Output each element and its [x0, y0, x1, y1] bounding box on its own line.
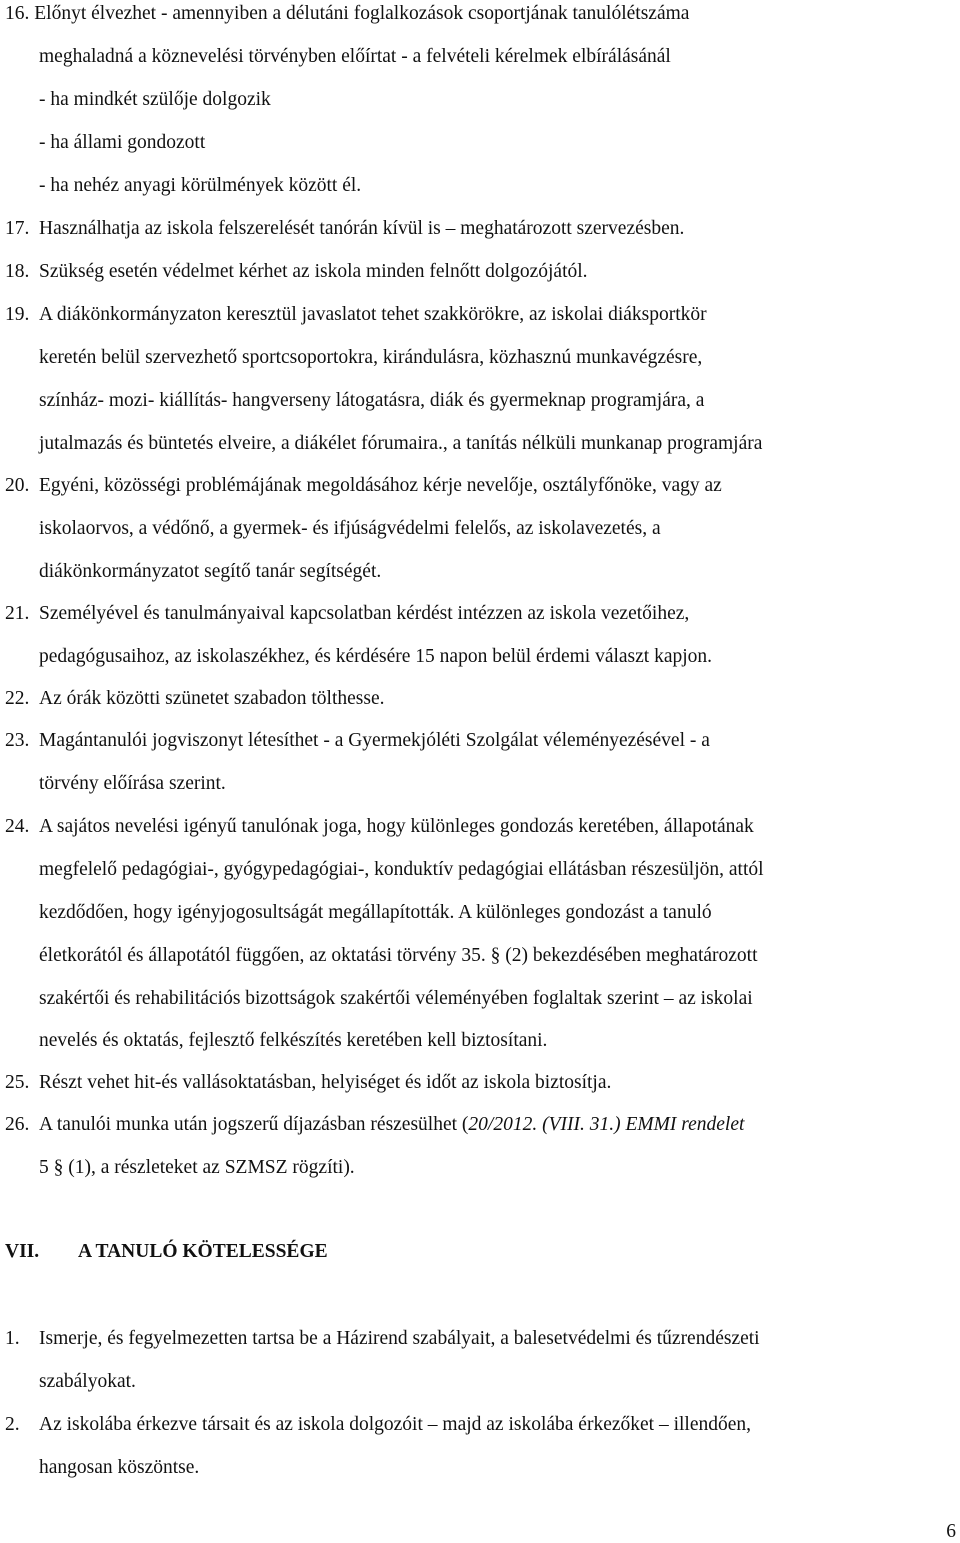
- item-16-line-2: meghaladná a köznevelési törvényben előírtat - a felvételi kérelmek elbírálásánál: [39, 46, 671, 67]
- duty-2-number: 2.: [5, 1414, 20, 1435]
- item-19-line-4: jutalmazás és büntetés elveire, a diákélet fórumaira., a tanítás nélküli munkanap programjára: [39, 433, 763, 454]
- item-18-text: Szükség esetén védelmet kérhet az iskola minden felnőtt dolgozójától.: [39, 261, 588, 282]
- item-20-line-1: Egyéni, közösségi problémájának megoldásához kérje nevelője, osztályfőnöke, vagy az: [39, 475, 722, 496]
- duty-1-number: 1.: [5, 1328, 20, 1349]
- item-16-line-5: - ha nehéz anyagi körülmények között él.: [39, 175, 362, 196]
- item-24-line-5: szakértői és rehabilitációs bizottságok szakértői véleményében foglaltak szerint – az iskolai: [39, 988, 753, 1009]
- item-24-line-6: nevelés és oktatás, fejlesztő felkészítés keretében kell biztosítani.: [39, 1030, 548, 1051]
- item-24-number: 24.: [5, 816, 30, 837]
- item-18-number: 18.: [5, 261, 30, 282]
- item-16-line-3: - ha mindkét szülője dolgozik: [39, 89, 271, 110]
- item-16-line-4: - ha állami gondozott: [39, 132, 206, 153]
- item-26-line-1-text: A tanulói munka után jogszerű díjazásban részesülhet (: [39, 1114, 469, 1135]
- item-17-number: 17.: [5, 218, 30, 239]
- item-19-number: 19.: [5, 304, 30, 325]
- item-24-line-4: életkorától és állapotától függően, az oktatási törvény 35. § (2) bekezdésében meghatározott: [39, 945, 758, 966]
- item-19-line-2: keretén belül szervezhető sportcsoportokra, kirándulásra, közhasznú munkavégzésre,: [39, 347, 703, 368]
- item-19-line-3: színház- mozi- kiállítás- hangverseny látogatásra, diák és gyermeknap programjára, a: [39, 390, 705, 411]
- item-20-line-3: diákönkormányzatot segítő tanár segítségét.: [39, 561, 382, 582]
- item-23-number: 23.: [5, 730, 30, 751]
- item-22-number: 22.: [5, 688, 30, 709]
- item-21-number: 21.: [5, 603, 30, 624]
- section-number: VII.: [5, 1241, 40, 1262]
- item-26-decree-reference: 20/2012. (VIII. 31.) EMMI rendelet: [468, 1114, 745, 1135]
- item-21-line-1: Személyével és tanulmányaival kapcsolatban kérdést intézzen az iskola vezetőihez,: [39, 603, 690, 624]
- item-22-text: Az órák közötti szünetet szabadon tölthesse.: [39, 688, 385, 709]
- duty-1-line-1: Ismerje, és fegyelmezetten tartsa be a Házirend szabályait, a balesetvédelmi és tűzrendészeti: [39, 1328, 760, 1349]
- item-23-line-1: Magántanulói jogviszonyt létesíthet - a Gyermekjóléti Szolgálat véleményezésével - a: [39, 730, 710, 751]
- item-26-line-1: [39, 1113, 744, 1137]
- item-23-line-2: törvény előírása szerint.: [39, 773, 226, 794]
- item-24-line-2: megfelelő pedagógiai-, gyógypedagógiai-, konduktív pedagógiai ellátásban részesüljön, attól: [39, 859, 764, 880]
- item-26-line-2: 5 § (1), a részleteket az SZMSZ rögzíti).: [39, 1157, 355, 1178]
- item-24-line-1: A sajátos nevelési igényű tanulónak joga, hogy különleges gondozás keretében, állapotának: [39, 816, 754, 837]
- item-25-text: Részt vehet hit-és vallásoktatásban, helyiséget és időt az iskola biztosítja.: [39, 1072, 612, 1093]
- item-25-number: 25.: [5, 1072, 30, 1093]
- duty-2-line-2: hangosan köszöntse.: [39, 1457, 200, 1478]
- item-16-line-1: 16. Előnyt élvezhet - amennyiben a délutáni foglalkozások csoportjának tanulólétszáma: [5, 3, 690, 24]
- item-21-line-2: pedagógusaihoz, az iskolaszékhez, és kérdésére 15 napon belül érdemi választ kapjon.: [39, 646, 713, 667]
- item-20-line-2: iskolaorvos, a védőnő, a gyermek- és ifjúságvédelmi felelős, az iskolavezetés, a: [39, 518, 661, 539]
- item-19-line-1: A diákönkormányzaton keresztül javaslatot tehet szakkörökre, az iskolai diáksportkör: [39, 304, 707, 325]
- item-20-number: 20.: [5, 475, 30, 496]
- section-title: A TANULÓ KÖTELESSÉGE: [78, 1241, 328, 1262]
- duty-1-line-2: szabályokat.: [39, 1371, 136, 1392]
- item-17-text: Használhatja az iskola felszerelését tanórán kívül is – meghatározott szervezésben.: [39, 218, 685, 239]
- page-number: 6: [946, 1521, 956, 1542]
- item-26-number: 26.: [5, 1114, 30, 1135]
- item-24-line-3: kezdődően, hogy igényjogosultságát megállapították. A különleges gondozást a tanuló: [39, 902, 712, 923]
- duty-2-line-1: Az iskolába érkezve társait és az iskola dolgozóit – majd az iskolába érkezőket – illendően,: [39, 1414, 752, 1435]
